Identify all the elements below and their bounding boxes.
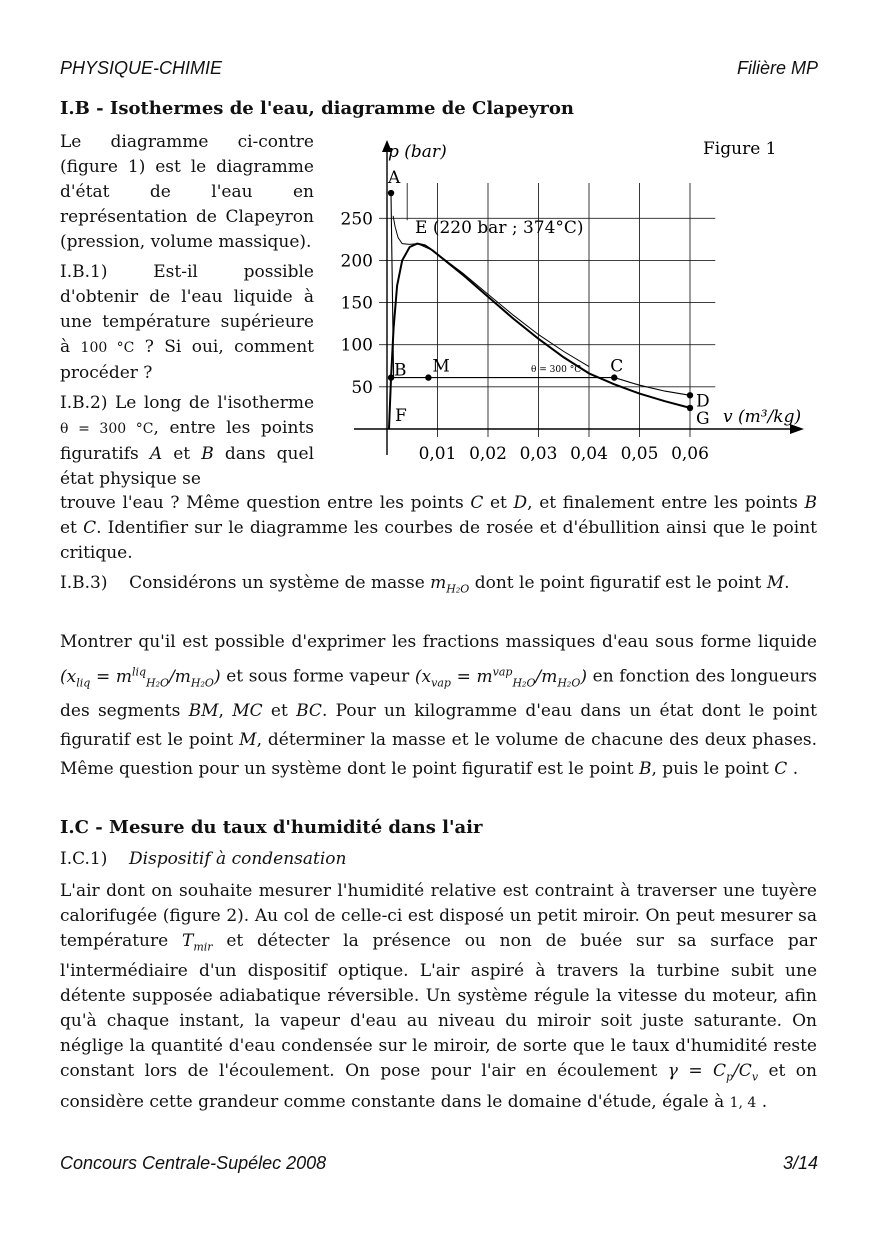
section-ib-title: I.B - Isothermes de l'eau, diagramme de Clapeyron [60,98,574,119]
point-d-dot [687,392,693,398]
figure-caption: Figure 1 [703,139,777,159]
ib-q1 [60,260,314,386]
ib-q2-point-a: A [149,444,163,464]
point-a-dot [388,190,394,196]
ib-p4-xliq-x: (x [60,666,77,687]
x-tick-label: 0,03 [519,444,558,464]
ib-p4-bm: BM [188,701,219,722]
ib-q1-temp: 100 °C [80,340,135,356]
ib-p4-comma: , [218,701,233,722]
ib-q2-text-b: , entre les points figuratifs [60,418,314,464]
clapeyron-diagram [326,132,826,472]
ib-p4-b: et sous forme vapeur [220,666,415,687]
ib-p4-xliq [60,665,221,690]
ib-q2-text-c: dans quel état physique se [60,444,315,489]
ib-p4-vap-sup: vap [492,665,513,678]
ib-p4-et: et [262,701,297,722]
x-tick-label: 0,04 [570,444,608,464]
y-tick-label: 150 [340,293,373,314]
ic-p-t-sub: mir [193,940,213,954]
ib-q2-continued [60,491,817,566]
ib-p4-close2: ) [580,666,587,687]
ib-intro [60,130,314,255]
ib-p4-h2o-b: H₂O [190,676,214,690]
ic-p-t: T [181,931,194,951]
point-d-label: D [696,391,710,412]
header-left: PHYSIQUE-CHIMIE [60,58,223,78]
ib-p4-close1: ) [213,666,221,687]
saturation-dome-curve [389,244,690,429]
point-a-label: A [388,168,401,189]
ib-q2-et3: et [60,518,84,538]
ib-p4-g: . [787,759,799,780]
ib-q2-theta: θ = 300 °C [60,421,154,437]
y-tick-label: 200 [340,251,373,272]
ib-p4-h2o-a: H₂O [146,676,170,690]
ib-p4-vap-sub: vap [431,676,451,690]
ib-q3-text-b: dont le point figuratif est le point [469,573,767,593]
point-g-dot [687,405,693,411]
point-f-label: F [395,406,407,426]
ib-p4-xvap-x: (x [414,666,432,687]
ic-sub-title: Dispositif à condensation [129,849,347,869]
ic-p-v: v [751,1070,759,1084]
x-tick-label: 0,02 [469,444,507,464]
ib-q2-point-c2: C [83,518,97,538]
point-m-dot [425,374,431,380]
ib-p4-eq1: = m [90,666,132,687]
ic-p-gamma: γ = C [667,1061,727,1082]
ib-p4-a: Montrer qu'il est possible d'exprimer les fractions massiques d'eau sous forme liquide [60,632,817,652]
ib-q2-text-a: Le long de l'isotherme [115,393,315,413]
point-b-label: B [394,360,407,381]
ib-q3-m-sub: H₂O [446,582,470,596]
ib-q3-m: m [430,573,447,593]
point-m-label: M [432,356,450,377]
ic-p-c: et on considère cette grandeur comme constante dans le domaine d'étude, égale à [60,1061,817,1112]
y-tick-label: 50 [351,377,373,398]
ib-q2-num: I.B.2) [60,393,108,413]
x-tick-label: 0,01 [418,444,457,464]
ic-subheading [60,847,346,872]
ib-q3-num: I.B.3) [60,573,108,593]
y-tick-label: 100 [340,335,373,356]
ib-q2-point-b2: B [804,493,817,513]
ib-p4-e: , déterminer la masse et le volume de chacune des deux phases. Même question pour un système dont le point figuratif est le point [60,730,818,780]
ic-p-a: L'air dont on souhaite mesurer l'humidité relative est contraint à traverser une tuyère calorifugée (figure 2). Au col de celle-ci est disposé un petit miroir. On peut mesurer sa température [60,881,817,951]
ib-q2 [60,391,314,492]
ib-q3 [60,571,817,601]
point-g-label: G [696,408,710,429]
ib-q1-num: I.B.1) [60,262,108,282]
ib-p4-c: en fonction des longueurs des segments [60,666,817,722]
header-right: Filière MP [736,58,818,78]
ib-p4-m: M [239,730,257,751]
ic-p-p: p [726,1070,734,1084]
ib-q2-cont-a: trouve l'eau ? Même question entre les points [60,493,471,513]
critical-point-label: E (220 bar ; 374°C) [415,218,584,238]
ic-sub-num: I.C.1) [60,849,108,869]
ic-p-val: 1, 4 [729,1094,757,1111]
ib-p4-mc: MC [232,701,263,722]
ic-p-b: et détecter la présence ou non de buée sur sa surface par l'intermédiaire d'un dispositif optique. L'air aspiré à travers la turbine subit une détente supposée adiabatique réversible. Un système régule la vitesse du moteur, afin qu'à chaque instant, la vapeur d'eau au niveau du miroir soit juste saturante. On néglige la quantité d'eau condensée sur le miroir, de sorte que le taux d'humidité reste constant lors de l'écoulement. On pose pour l'air en écoulement [60,931,818,1082]
ib-q2-point-c: C [470,493,484,513]
isotherm-374-curve [393,216,589,367]
ib-q3-text-a: Considérons un système de masse [129,573,431,593]
ib-q1-text-b: ? Si oui, comment procéder ? [60,337,314,383]
ib-q2-cont-b: , et finalement entre les points [527,493,805,513]
ib-p4-xvap [414,665,587,690]
ib-p4-h2o-c: H₂O [512,676,536,690]
x-axis-label: v (m³/kg) [723,407,802,427]
ib-intro-text: Le diagramme ci-contre (figure 1) est le diagramme d'état de l'eau en représentation de Clapeyron (pression, volume massique). [60,132,314,252]
ib-q2-point-d: D [513,493,528,513]
point-c-label: C [610,356,624,377]
y-axis-label: p (bar) [388,142,447,162]
ib-q2-et: et [162,444,202,464]
ib-q2-point-b: B [201,444,214,464]
ib-p4-bc: BC [296,701,322,722]
ib-p4-b-point: B [638,759,652,780]
ic-paragraph [60,879,817,1116]
x-tick-label: 0,05 [620,444,659,464]
ib-q2-cont-c: . Identifier sur le diagramme les courbes de rosée et d'ébullition ainsi que le point critique. [60,518,817,563]
ib-p4-eq2: = m [450,666,493,687]
x-tick-label: 0,06 [671,444,709,464]
ib-p4-div2: /m [535,666,558,687]
ib-p4-h2o-d: H₂O [557,676,581,690]
y-tick-label: 250 [340,209,373,230]
ib-p4-div1: /m [169,666,191,687]
ib-p4-c-point: C [774,759,788,780]
footer-left: Concours Centrale-Supélec 2008 [60,1153,327,1173]
ib-q2-et2: et [483,493,514,513]
ib-p4-liq-sup: liq [131,665,147,678]
ic-p-d: . [756,1091,768,1112]
footer-right: 3/14 [782,1153,818,1173]
ib-q3-point-m: M [766,573,785,593]
ib-q1-text-a: Est-il possible d'obtenir de l'eau liquide à une température supérieure à [60,262,314,357]
ib-p4 [60,628,817,784]
isotherm-label: θ = 300 °C [531,365,582,375]
section-ic-title: I.C - Mesure du taux d'humidité dans l'air [60,817,483,838]
ib-p4-d: . Pour un kilogramme d'eau dans un état dont le point figuratif est le point [60,701,817,751]
ib-q3-text-c: . [784,573,790,593]
ic-p-slash: /C [733,1061,752,1082]
ib-p4-f: , puis le point [651,759,775,780]
ib-p4-liq-sub: liq [76,676,91,690]
